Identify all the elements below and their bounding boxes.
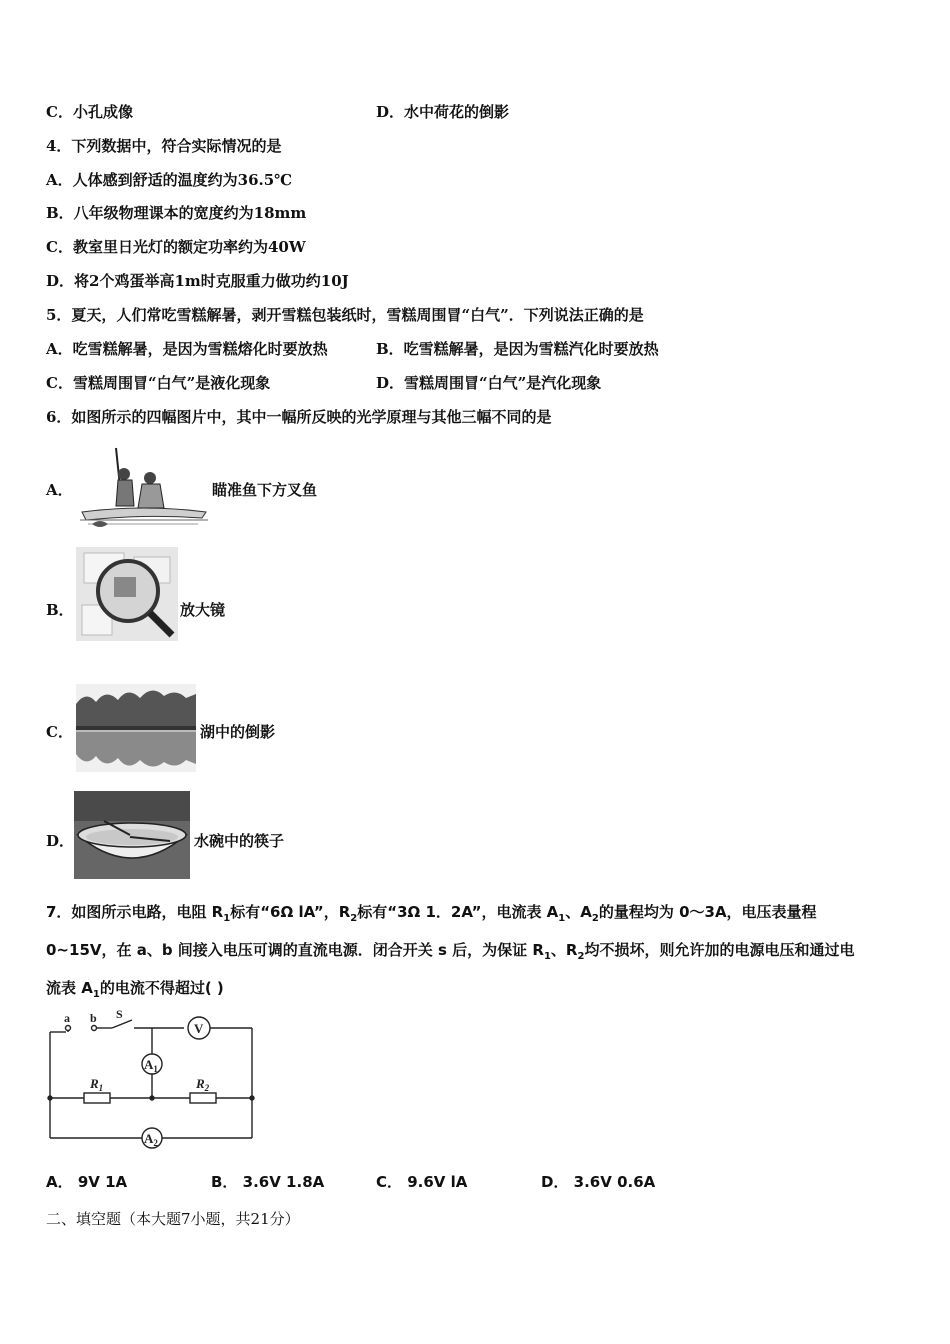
q5-stem: 5．夏天，人们常吃雪糕解暑，剥开雪糕包装纸时，雪糕周围冒“白气”．下列说法正确的是 [46, 306, 644, 324]
q7-option-c: C． 9.6V lA [376, 1173, 468, 1191]
q7-option-a: A． 9V 1A [46, 1173, 128, 1191]
ammeter-a2-label: $A_2$ [144, 1131, 158, 1148]
q6-option-c-caption: 湖中的倒影 [200, 723, 276, 741]
q4-stem: 4．下列数据中，符合实际情况的是 [46, 137, 282, 155]
q4-option-b: B．八年级物理课本的宽度约为18mm [46, 204, 307, 222]
q4-option-d: D．将2个鸡蛋举高1m时克服重力做功约10J [46, 272, 349, 290]
q7-option-b: B． 3.6V 1.8A [211, 1173, 325, 1191]
q7-stem-line1: 7．如图所示电路，电阻 $R_1$标有“6Ω lA”，$R_2$标有“3Ω 1．2A”，电流表 $A_1$、$A_2$的量程均为 0～3A，电压表量程 [46, 903, 817, 924]
switch-label: S [116, 1010, 123, 1021]
q7-option-d: D． 3.6V 0.6A [541, 1173, 656, 1191]
q5-option-c: C．雪糕周围冒“白气”是液化现象 [46, 374, 271, 392]
q5-option-b: B．吃雪糕解暑，是因为雪糕汽化时要放热 [376, 340, 659, 358]
q7-stem-line2: 0~15V，在 a、b 间接入电压可调的直流电源．闭合开关 s 后，为保证 $R_1$、$R_2$均不损坏，则允许加的电源电压和通过电 [46, 941, 855, 962]
spear-fishing-image [78, 440, 210, 528]
q6-option-d-caption: 水碗中的筷子 [194, 832, 285, 850]
q6-stem: 6．如图所示的四幅图片中，其中一幅所反映的光学原理与其他三幅不同的是 [46, 408, 552, 426]
q7-stem-line3: 流表 $A_1$的电流不得超过( ) [46, 979, 224, 1000]
q5-option-a: A．吃雪糕解暑，是因为雪糕熔化时要放热 [46, 340, 328, 358]
voltmeter-label: V [194, 1021, 204, 1036]
q4-option-a: A．人体感到舒适的温度约为36.5℃ [46, 171, 293, 189]
lake-reflection-image [76, 684, 196, 772]
section-2-heading: 二、填空题（本大题7小题，共21分） [46, 1210, 300, 1228]
q6-option-b-letter: B． [46, 601, 74, 619]
terminal-a-label: a [64, 1011, 70, 1025]
q6-option-c-letter: C． [46, 723, 73, 741]
resistor-r1-label: $R_1$ [90, 1076, 104, 1093]
ammeter-a1-label: $A_1$ [144, 1057, 158, 1074]
circuit-diagram [44, 1010, 260, 1154]
q6-option-a-caption: 瞄准鱼下方叉鱼 [212, 481, 318, 499]
terminal-b-label: b [90, 1011, 97, 1025]
q6-option-d-letter: D． [46, 832, 75, 850]
resistor-r2-label: $R_2$ [196, 1076, 210, 1093]
q4-option-c: C．教室里日光灯的额定功率约为40W [46, 238, 306, 256]
q3-option-d: D．水中荷花的倒影 [376, 103, 510, 121]
q6-option-a-letter: A． [46, 481, 73, 499]
bowl-chopsticks-image [74, 791, 190, 879]
magnifier-image [76, 547, 178, 641]
q3-option-c: C．小孔成像 [46, 103, 133, 121]
q6-option-b-caption: 放大镜 [180, 601, 226, 619]
q5-option-d: D．雪糕周围冒“白气”是汽化现象 [376, 374, 602, 392]
